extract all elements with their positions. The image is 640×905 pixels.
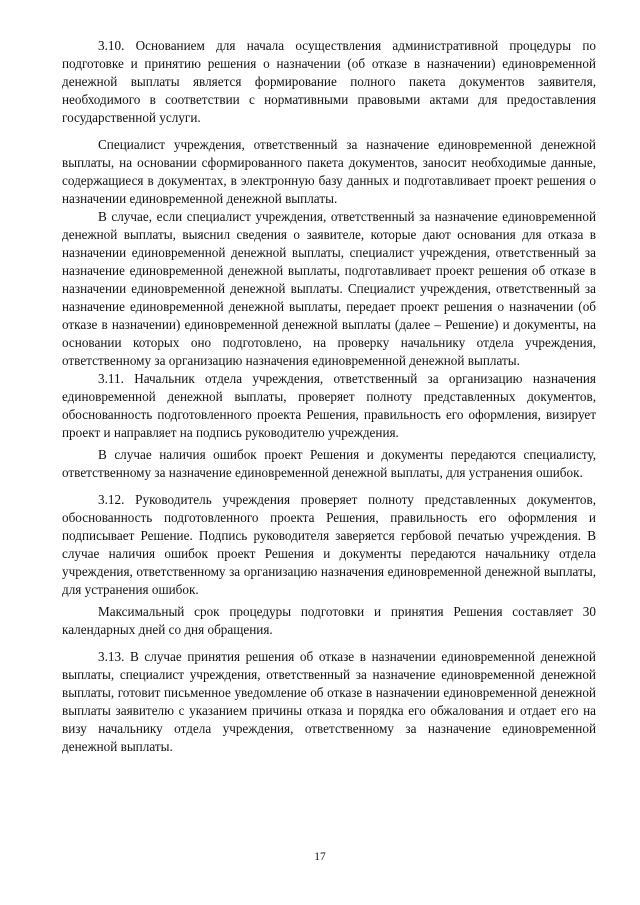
- paragraph-3-10: 3.10. Основанием для начала осуществления административной процедуры по подготовке и принятию решения о назначении (об отказе в назначении) единовременной денежной выплаты является формирование полного пакета документов заявителя, необходимого в соответствии с нормативными правовыми актами для предоставления государственной услуги.: [62, 38, 596, 125]
- paragraph-errors-return: В случае наличия ошибок проект Решения и документы передаются специалисту, ответственному за назначение единовременной денежной выплаты, для устранения ошибок.: [62, 447, 596, 480]
- paragraph-3-11: 3.11. Начальник отдела учреждения, ответственный за организацию назначения единовременной денежной выплаты, проверяет полноту представленных документов, обоснованность подготовленного проекта Решения, правильность его оформления, визирует проект и направляет на подпись руководителю учреждения.: [62, 371, 596, 440]
- paragraph-refusal-case: В случае, если специалист учреждения, ответственный за назначение единовременной денежной выплаты, выяснил сведения о заявителе, которые дают основания для отказа в назначении единовременной денежной выплаты, специалист учреждения, ответственный за назначение единовременной денежной выплаты, подготавливает проект решения об отказе в назначении единовременной денежной выплаты. Специалист учреждения, ответственный за назначение единовременной денежной выплаты, передает проект решения о назначении (об отказе в назначении) единовременной денежной выплаты (далее – Решение) и документы, на основании которых оно подготовлено, на проверку начальнику отдела учреждения, ответственному за организацию назначения единовременной денежной выплаты.: [62, 209, 596, 368]
- paragraph-specialist-entry: Специалист учреждения, ответственный за назначение единовременной денежной выплаты, на основании сформированного пакета документов, заносит необходимые данные, содержащиеся в документах, в электронную базу данных и подготавливает проект решения о назначении единовременной денежной выплаты.: [62, 137, 596, 206]
- paragraph-max-term: Максимальный срок процедуры подготовки и принятия Решения составляет 30 календарных дней со дня обращения.: [62, 604, 596, 637]
- paragraph-3-13: 3.13. В случае принятия решения об отказе в назначении единовременной денежной выплаты, специалист учреждения, ответственный за назначение единовременной денежной выплаты, готовит письменное уведомление об отказе в назначении единовременной денежной выплаты заявителю с указанием причины отказа и порядка его обжалования и отдает его на визу начальнику отдела учреждения, ответственному за назначение единовременной денежной выплаты.: [62, 649, 596, 754]
- document-body: [62, 37, 596, 756]
- page-number: 17: [314, 851, 326, 863]
- paragraph-3-12: 3.12. Руководитель учреждения проверяет полноту представленных документов, обоснованность подготовленного проекта Решения, правильность его оформления и подписывает Решение. Подпись руководителя заверяется гербовой печатью учреждения. В случае наличия ошибок проект Решения и документы передаются начальнику отдела учреждения, ответственному за организацию назначения единовременной денежной выплаты, для устранения ошибок.: [62, 492, 596, 597]
